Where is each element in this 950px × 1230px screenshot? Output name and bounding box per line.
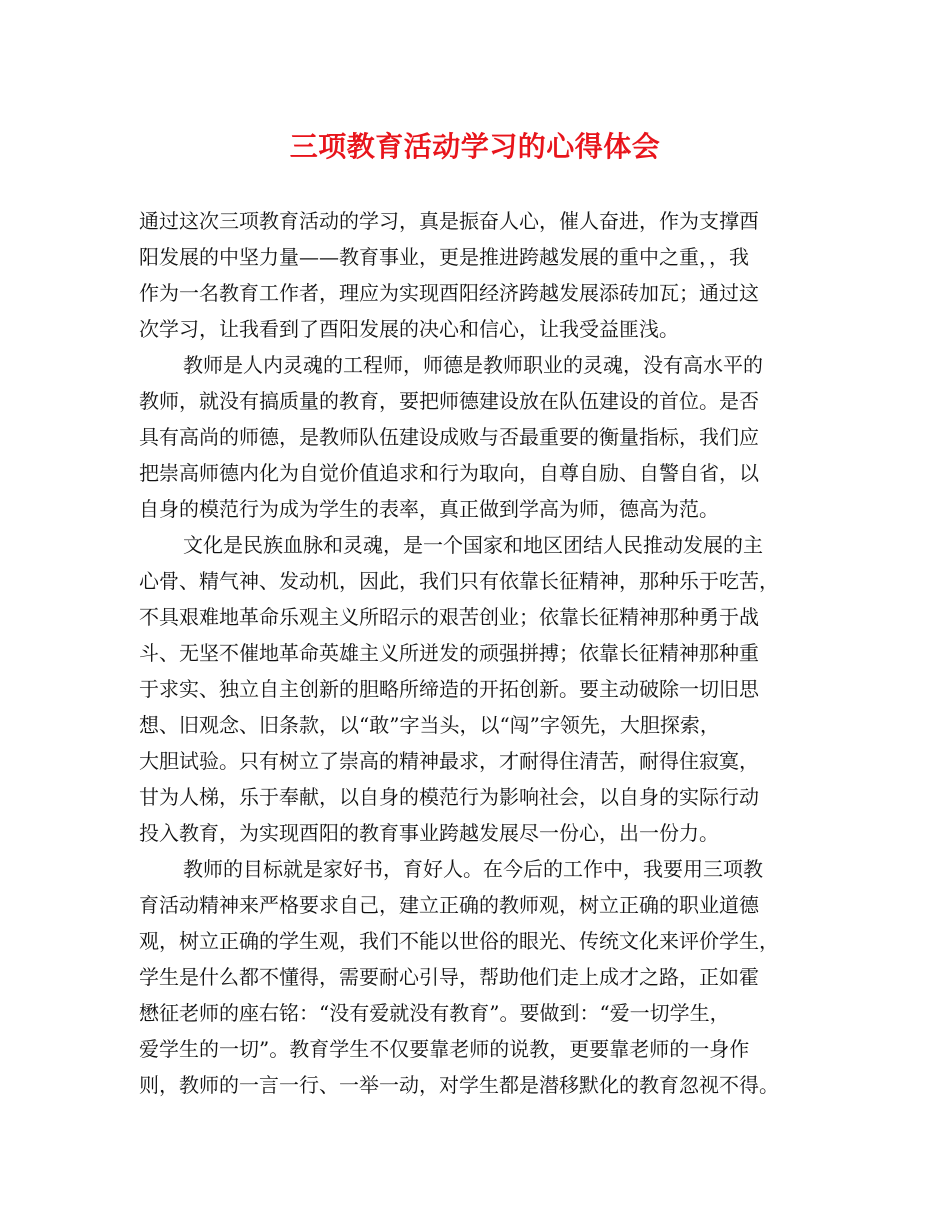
paragraph-3-line-3: 不具艰难地革命乐观主义所昭示的艰苦创业；依靠长征精神那种勇于战 (139, 605, 759, 629)
paragraph-3-line-8: 甘为人梯，乐于奉献，以自身的模范行为影响社会，以自身的实际行动 (139, 785, 759, 809)
paragraph-2-line-1: 教师是人内灵魂的工程师，师德是教师职业的灵魂，没有高水平的 (183, 353, 763, 377)
paragraph-4-line-1: 教师的目标就是家好书，育好人。在今后的工作中，我要用三项教 (183, 857, 763, 881)
paragraph-4-line-6: 爱学生的一切”。教育学生不仅要靠老师的说教，更要靠老师的一身作 (139, 1037, 750, 1061)
paragraph-1-line-4: 次学习，让我看到了酉阳发展的决心和信心，让我受益匪浅。 (139, 317, 679, 341)
paragraph-4-line-7: 则，教师的一言一行、一举一动，对学生都是潜移默化的教育忽视不得。 (139, 1073, 779, 1097)
paragraph-2-line-5: 自身的模范行为成为学生的表率，真正做到学高为师，德高为范。 (139, 497, 719, 521)
paragraph-4-line-3: 观，树立正确的学生观，我们不能以世俗的眼光、传统文化来评价学生， (139, 929, 779, 953)
paragraph-1-line-1: 通过这次三项教育活动的学习，真是振奋人心，催人奋进，作为支撑酉 (139, 209, 759, 233)
paragraph-2-line-4: 把崇高师德内化为自觉价值追求和行为取向，自尊自励、自警自省，以 (139, 461, 759, 485)
paragraph-2-line-2: 教师，就没有搞质量的教育，要把师德建设放在队伍建设的首位。是否 (139, 389, 759, 413)
document-body (139, 203, 815, 1103)
paragraph-3-line-4: 斗、无坚不催地革命英雄主义所迸发的顽强拼搏；依靠长征精神那种重 (139, 641, 759, 665)
paragraph-3-line-5: 于求实、独立自主创新的胆略所缔造的开拓创新。要主动破除一切旧思 (139, 677, 759, 701)
paragraph-3-line-7: 大胆试验。只有树立了崇高的精神最求，才耐得住清苦，耐得住寂寞， (139, 749, 759, 773)
document-title: 三项教育活动学习的心得体会 (289, 130, 661, 163)
paragraph-4-line-2: 育活动精神来严格要求自己，建立正确的教师观，树立正确的职业道德 (139, 893, 759, 917)
paragraph-1-line-3: 作为一名教育工作者，理应为实现酉阳经济跨越发展添砖加瓦；通过这 (139, 281, 759, 305)
paragraph-4-line-4: 学生是什么都不懂得，需要耐心引导，帮助他们走上成才之路，正如霍 (139, 965, 759, 989)
paragraph-3-line-1: 文化是民族血脉和灵魂，是一个国家和地区团结人民推动发展的主 (183, 533, 763, 557)
paragraph-3-line-6: 想、旧观念、旧条款，以“敢”字当头，以“闯”字领先，大胆探索， (139, 713, 720, 737)
paragraph-4-line-5: 懋征老师的座右铭：“没有爱就没有教育”。要做到：“爱一切学生， (139, 1001, 730, 1025)
paragraph-1-line-2: 阳发展的中坚力量——教育事业，更是推进跨越发展的重中之重，，我 (139, 245, 749, 269)
paragraph-2-line-3: 具有高尚的师德，是教师队伍建设成败与否最重要的衡量指标，我们应 (139, 425, 759, 449)
paragraph-3-line-9: 投入教育，为实现酉阳的教育事业跨越发展尽一份心，出一份力。 (139, 821, 719, 845)
paragraph-3-line-2: 心骨、精气神、发动机，因此，我们只有依靠长征精神，那种乐于吃苦， (139, 569, 779, 593)
